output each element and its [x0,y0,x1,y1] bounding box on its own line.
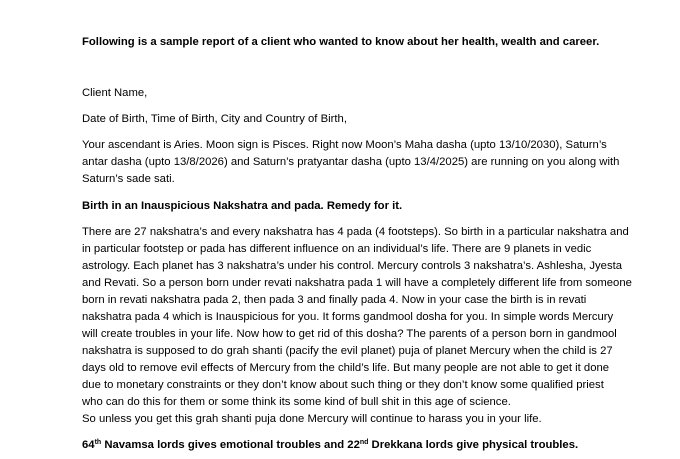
heading-middle-text: Navamsa lords gives emotional troubles and 22 [101,439,360,451]
paragraph-line: in particular footstep or pada has different influence on an individual’s life. There are 9 planets in vedic [82,243,592,255]
paragraph-line: born in revati nakshatra pada 2, then pada 3 and finally pada 4. Now in your case the birth is in revati [82,294,587,306]
paragraph-line: antar dasha (upto 13/8/2026) and Saturn’s pratyantar dasha (upto 13/4/2025) are running on you along with [82,156,620,168]
paragraph-line: and Revati. So a person born under revati nakshatra pada 1 will have a completely different life from someone [82,277,632,289]
paragraph-line: Saturn’s sade sati. [82,173,175,185]
client-name-line: Client Name, [82,87,148,99]
navamsa-number: 64 [82,439,95,451]
paragraph-line: will create troubles in your life. Now how to get rid of this dosha? The parents of a person born in gandmool [82,328,617,340]
puja-line: So unless you get this grah shanti puja done Mercury will continue to harass you in your life. [82,413,542,425]
ordinal-suffix: nd [359,439,369,446]
birth-details-line: Date of Birth, Time of Birth, City and Country of Birth, [82,113,347,125]
paragraph-line: nakshatra pada 4 which is Inauspicious for you. It forms gandmool dosha for you. In simple words Mercury [82,311,614,323]
paragraph-line: days old to remove evil effects of Mercury from the child’s life. But many people are not able to get it done [82,362,610,374]
paragraph-line: nakshatra is supposed to do grah shanti (pacify the evil planet) puja of planet Mercury when the child is 27 [82,345,613,357]
paragraph-line: who can do this for them or some think its some kind of bull shit in this age of science. [82,396,511,408]
heading-end-text: Drekkana lords give physical troubles. [368,439,579,451]
paragraph-line: There are 27 nakshatra’s and every nakshatra has 4 pada (4 footsteps). So birth in a particular nakshatra and [82,226,629,238]
ordinal-suffix: th [94,439,102,446]
paragraph-line: Your ascendant is Aries. Moon sign is Pisces. Right now Moon’s Maha dasha (upto 13/10/2030), Saturn’s [82,139,607,151]
paragraph-line: astrology. Each planet has 3 nakshatra’s under his control. Mercury controls 3 nakshatra’s. Ashlesha, Jyesta [82,260,623,272]
paragraph-line: due to monetary constraints or they don’t know about such thing or they don’t know some qualified priest [82,379,604,391]
intro-heading: Following is a sample report of a client who wanted to know about her health, wealth and career. [82,36,600,48]
navamsa-heading [82,438,578,452]
nakshatra-heading: Birth in an Inauspicious Nakshatra and pada. Remedy for it. [82,200,403,212]
